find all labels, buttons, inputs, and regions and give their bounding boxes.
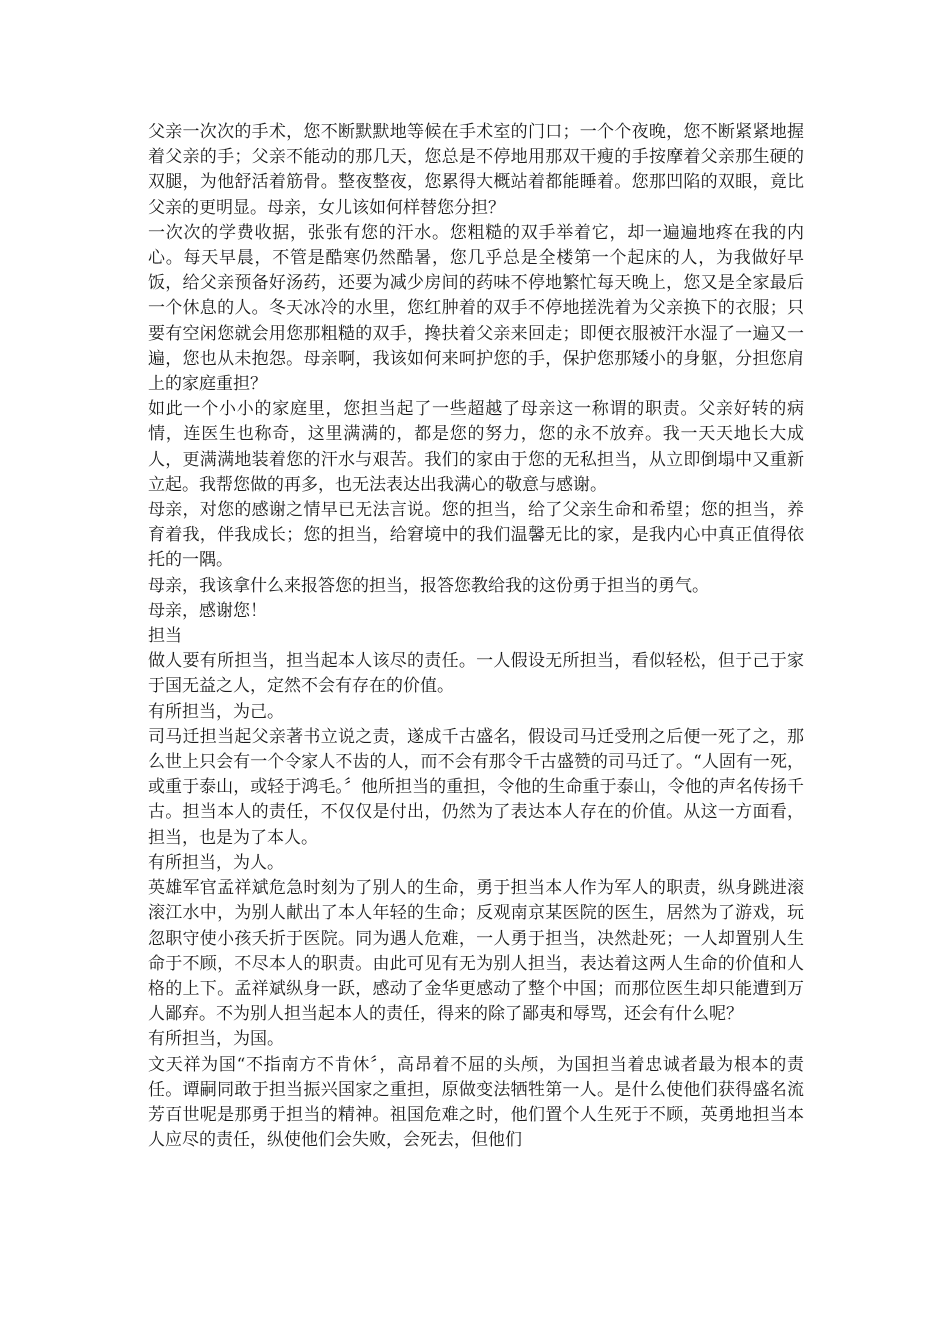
paragraph-father-surgery: 父亲一次次的手术，您不断默默地等候在手术室的门口；一个个夜晚，您不断紧紧地握着父亲的手；父亲不能动的那几天，您总是不停地用那双干瘦的手按摩着父亲那生硬的双腿，为他舒活着筋骨。整夜整夜，您累得大概站着都能睡着。您那凹陷的双眼，竟比父亲的更明显。母亲，女儿该如何样替您分担？ <box>148 122 804 218</box>
paragraph-repay: 母亲，我该拿什么来报答您的担当，报答您教给我的这份勇于担当的勇气。 <box>148 575 709 596</box>
paragraph-thanks-mother: 母亲，感谢您！ <box>148 600 267 621</box>
paragraph-wen-tianxiang: 文天祥为国“不指南方不肯休〞，高昂着不屈的头颅，为国担当着忠诚者最为根本的责任。谭嗣同敢于担当振兴国家之重担，原做变法牺牲第一人。是什么使他们获得盛名流芳百世呢是那勇于担当的精神。祖国危难之时，他们置个人生死于不顾，英勇地担当本人应尽的责任，纵使他们会失败，会死去，但他们 <box>148 1054 804 1151</box>
document-page <box>148 120 804 1153</box>
paragraph-sima-qian: 司马迁担当起父亲著书立说之责，遂成千古盛名，假设司马迁受刑之后便一死了之，那么世上只会有一个令家人不齿的人，而不会有那令千古盛赞的司马迁了。“人固有一死，或重于泰山，或轻于鸿毛。〞他所担当的重担，令他的生命重于泰山，令他的声名传扬千古。担当本人的责任，不仅仅是付出，仍然为了表达本人存在的价值。从这一方面看，担当，也是为了本人。 <box>148 726 804 848</box>
subheading-for-country: 有所担当，为国。 <box>148 1029 284 1050</box>
section-title-responsibility: 担当 <box>148 626 182 647</box>
subheading-for-others: 有所担当，为人。 <box>148 852 284 873</box>
paragraph-meng-xiangbin: 英雄军官孟祥斌危急时刻为了别人的生命，勇于担当本人作为军人的职责，纵身跳进滚滚江水中，为别人献出了本人年轻的生命；反观南京某医院的医生，居然为了游戏，玩忽职守使小孩夭折于医院。同为遇人危难，一人勇于担当，决然赴死；一人却置别人生命于不顾，不尽本人的职责。由此可见有无为别人担当，表达着这两人生命的价值和人格的上下。孟祥斌纵身一跃，感动了金华更感动了整个中国；而那位医生却只能遭到万人鄙弃。不为别人担当起本人的责任，得来的除了鄙夷和辱骂，还会有什么呢？ <box>148 878 804 1025</box>
paragraph-tuition-receipts: 一次次的学费收据，张张有您的汗水。您粗糙的双手举着它，却一遍遍地疼在我的内心。每天早晨，不管是酷寒仍然酷暑，您几乎总是全楼第一个起床的人，为我做好早饭，给父亲预备好汤药，还要为减少房间的药味不停地繁忙每天晚上，您又是全家最后一个休息的人。冬天冰冷的水里，您红肿着的双手不停地搓洗着为父亲换下的衣服；只要有空闲您就会用您那粗糙的双手，搀扶着父亲来回走；即便衣服被汗水湿了一遍又一遍，您也从未抱怨。母亲啊，我该如何来呵护您的手，保护您那矮小的身躯，分担您肩上的家庭重担？ <box>148 222 804 395</box>
paragraph-intro-responsibility: 做人要有所担当，担当起本人该尽的责任。一人假设无所担当，看似轻松，但于己于家于国无益之人，定然不会有存在的价值。 <box>148 651 804 697</box>
paragraph-gratitude: 母亲，对您的感谢之情早已无法言说。您的担当，给了父亲生命和希望；您的担当，养育着我，伴我成长；您的担当，给窘境中的我们温馨无比的家，是我内心中真正值得依托的一隅。 <box>148 500 804 571</box>
subheading-for-self: 有所担当，为己。 <box>148 701 284 722</box>
paragraph-small-family: 如此一个小小的家庭里，您担当起了一些超越了母亲这一称谓的职责。父亲好转的病情，连医生也称奇，这里满满的，都是您的努力，您的永不放弃。我一天天地长大成人，更满满地装着您的汗水与艰苦。我们的家由于您的无私担当，从立即倒塌中又重新立起。我帮您做的再多，也无法表达出我满心的敬意与感谢。 <box>148 399 804 495</box>
